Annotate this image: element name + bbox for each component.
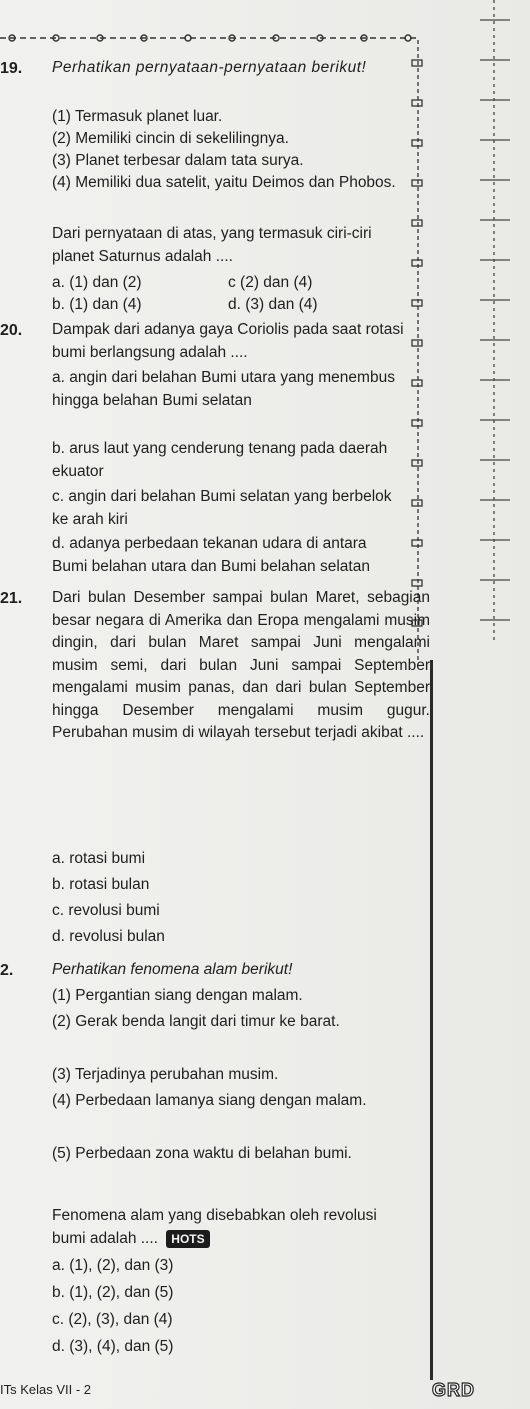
option-a[interactable]: a. (1) dan (2) (52, 274, 142, 291)
statement-item: (2) Gerak benda langit dari timur ke barat. (52, 1013, 340, 1030)
option-b[interactable]: b. (1), (2), dan (5) (52, 1284, 174, 1301)
option-d[interactable]: d. adanya perbedaan tekanan udara di antara Bumi belahan utara dan Bumi belahan selatan (52, 535, 370, 575)
option-b[interactable]: b. (1) dan (4) (52, 296, 142, 313)
publisher-logo (432, 1380, 522, 1404)
option-c[interactable]: c. angin dari belahan Bumi selatan yang berbelok ke arah kiri (52, 488, 392, 528)
question-intro: Perhatikan pernyataan-pernyataan berikut! (52, 59, 367, 76)
option-b[interactable]: b. arus laut yang cenderung tenang pada daerah ekuator (52, 440, 388, 480)
option-a[interactable]: a. (1), (2), dan (3) (52, 1257, 174, 1274)
question-number: 20. (0, 322, 23, 339)
option-c[interactable]: c (2) dan (4) (228, 274, 313, 291)
publisher-logo-text: GRD (432, 1380, 475, 1400)
statement-item: (4) Memiliki dua satelit, yaitu Deimos dan Phobos. (52, 174, 396, 191)
statement-item: (3) Planet terbesar dalam tata surya. (52, 152, 304, 169)
question-intro: Perhatikan fenomena alam berikut! (52, 961, 293, 978)
option-d[interactable]: d. (3), (4), dan (5) (52, 1338, 174, 1355)
statement-item: (1) Pergantian siang dengan malam. (52, 987, 303, 1004)
footer-book-label: ITs Kelas VII - 2 (0, 1382, 92, 1397)
binding-top-decoration (0, 30, 420, 46)
hots-badge: HOTS (166, 1230, 209, 1248)
question-text (52, 1205, 392, 1250)
option-b[interactable]: b. rotasi bulan (52, 876, 150, 893)
statement-item: (4) Perbedaan lamanya siang dengan malam. (52, 1092, 367, 1109)
option-a[interactable]: a. rotasi bumi (52, 850, 146, 867)
question-number: 19. (0, 60, 23, 77)
spiral-binding-icon (470, 0, 530, 640)
statement-item: (5) Perbedaan zona waktu di belahan bumi. (52, 1145, 352, 1162)
statement-item: (3) Terjadinya perubahan musim. (52, 1066, 279, 1083)
question-text-content: Fenomena alam yang disebabkan oleh revolusi bumi adalah .... (52, 1207, 377, 1247)
option-c[interactable]: c. (2), (3), dan (4) (52, 1311, 173, 1328)
option-d[interactable]: d. revolusi bulan (52, 928, 165, 945)
question-text: Dari bulan Desember sampai bulan Maret, sebagian besar negara di Amerika dan Eropa mengalami musim dingin, dari bulan Maret sampai Juni mengalami musim semi, dari bulan Juni sampai September mengalami musim panas, dan dari bulan September hingga Desember mengalami musim gugur. Perubahan musim di wilayah tersebut terjadi akibat .... (52, 589, 430, 741)
question-number: 2. (0, 962, 14, 979)
statement-item: (1) Termasuk planet luar. (52, 108, 223, 125)
question-text: Dampak dari adanya gaya Coriolis pada saat rotasi bumi berlangsung adalah .... (52, 321, 404, 361)
page-edge-line (430, 660, 433, 1380)
question-number: 21. (0, 590, 23, 607)
option-d[interactable]: d. (3) dan (4) (228, 296, 318, 313)
statement-item: (2) Memiliki cincin di sekelilingnya. (52, 130, 289, 147)
option-a[interactable]: a. angin dari belahan Bumi utara yang menembus hingga belahan Bumi selatan (52, 369, 395, 409)
option-c[interactable]: c. revolusi bumi (52, 902, 160, 919)
question-text: Dari pernyataan di atas, yang termasuk ciri-ciri planet Saturnus adalah .... (52, 225, 372, 265)
